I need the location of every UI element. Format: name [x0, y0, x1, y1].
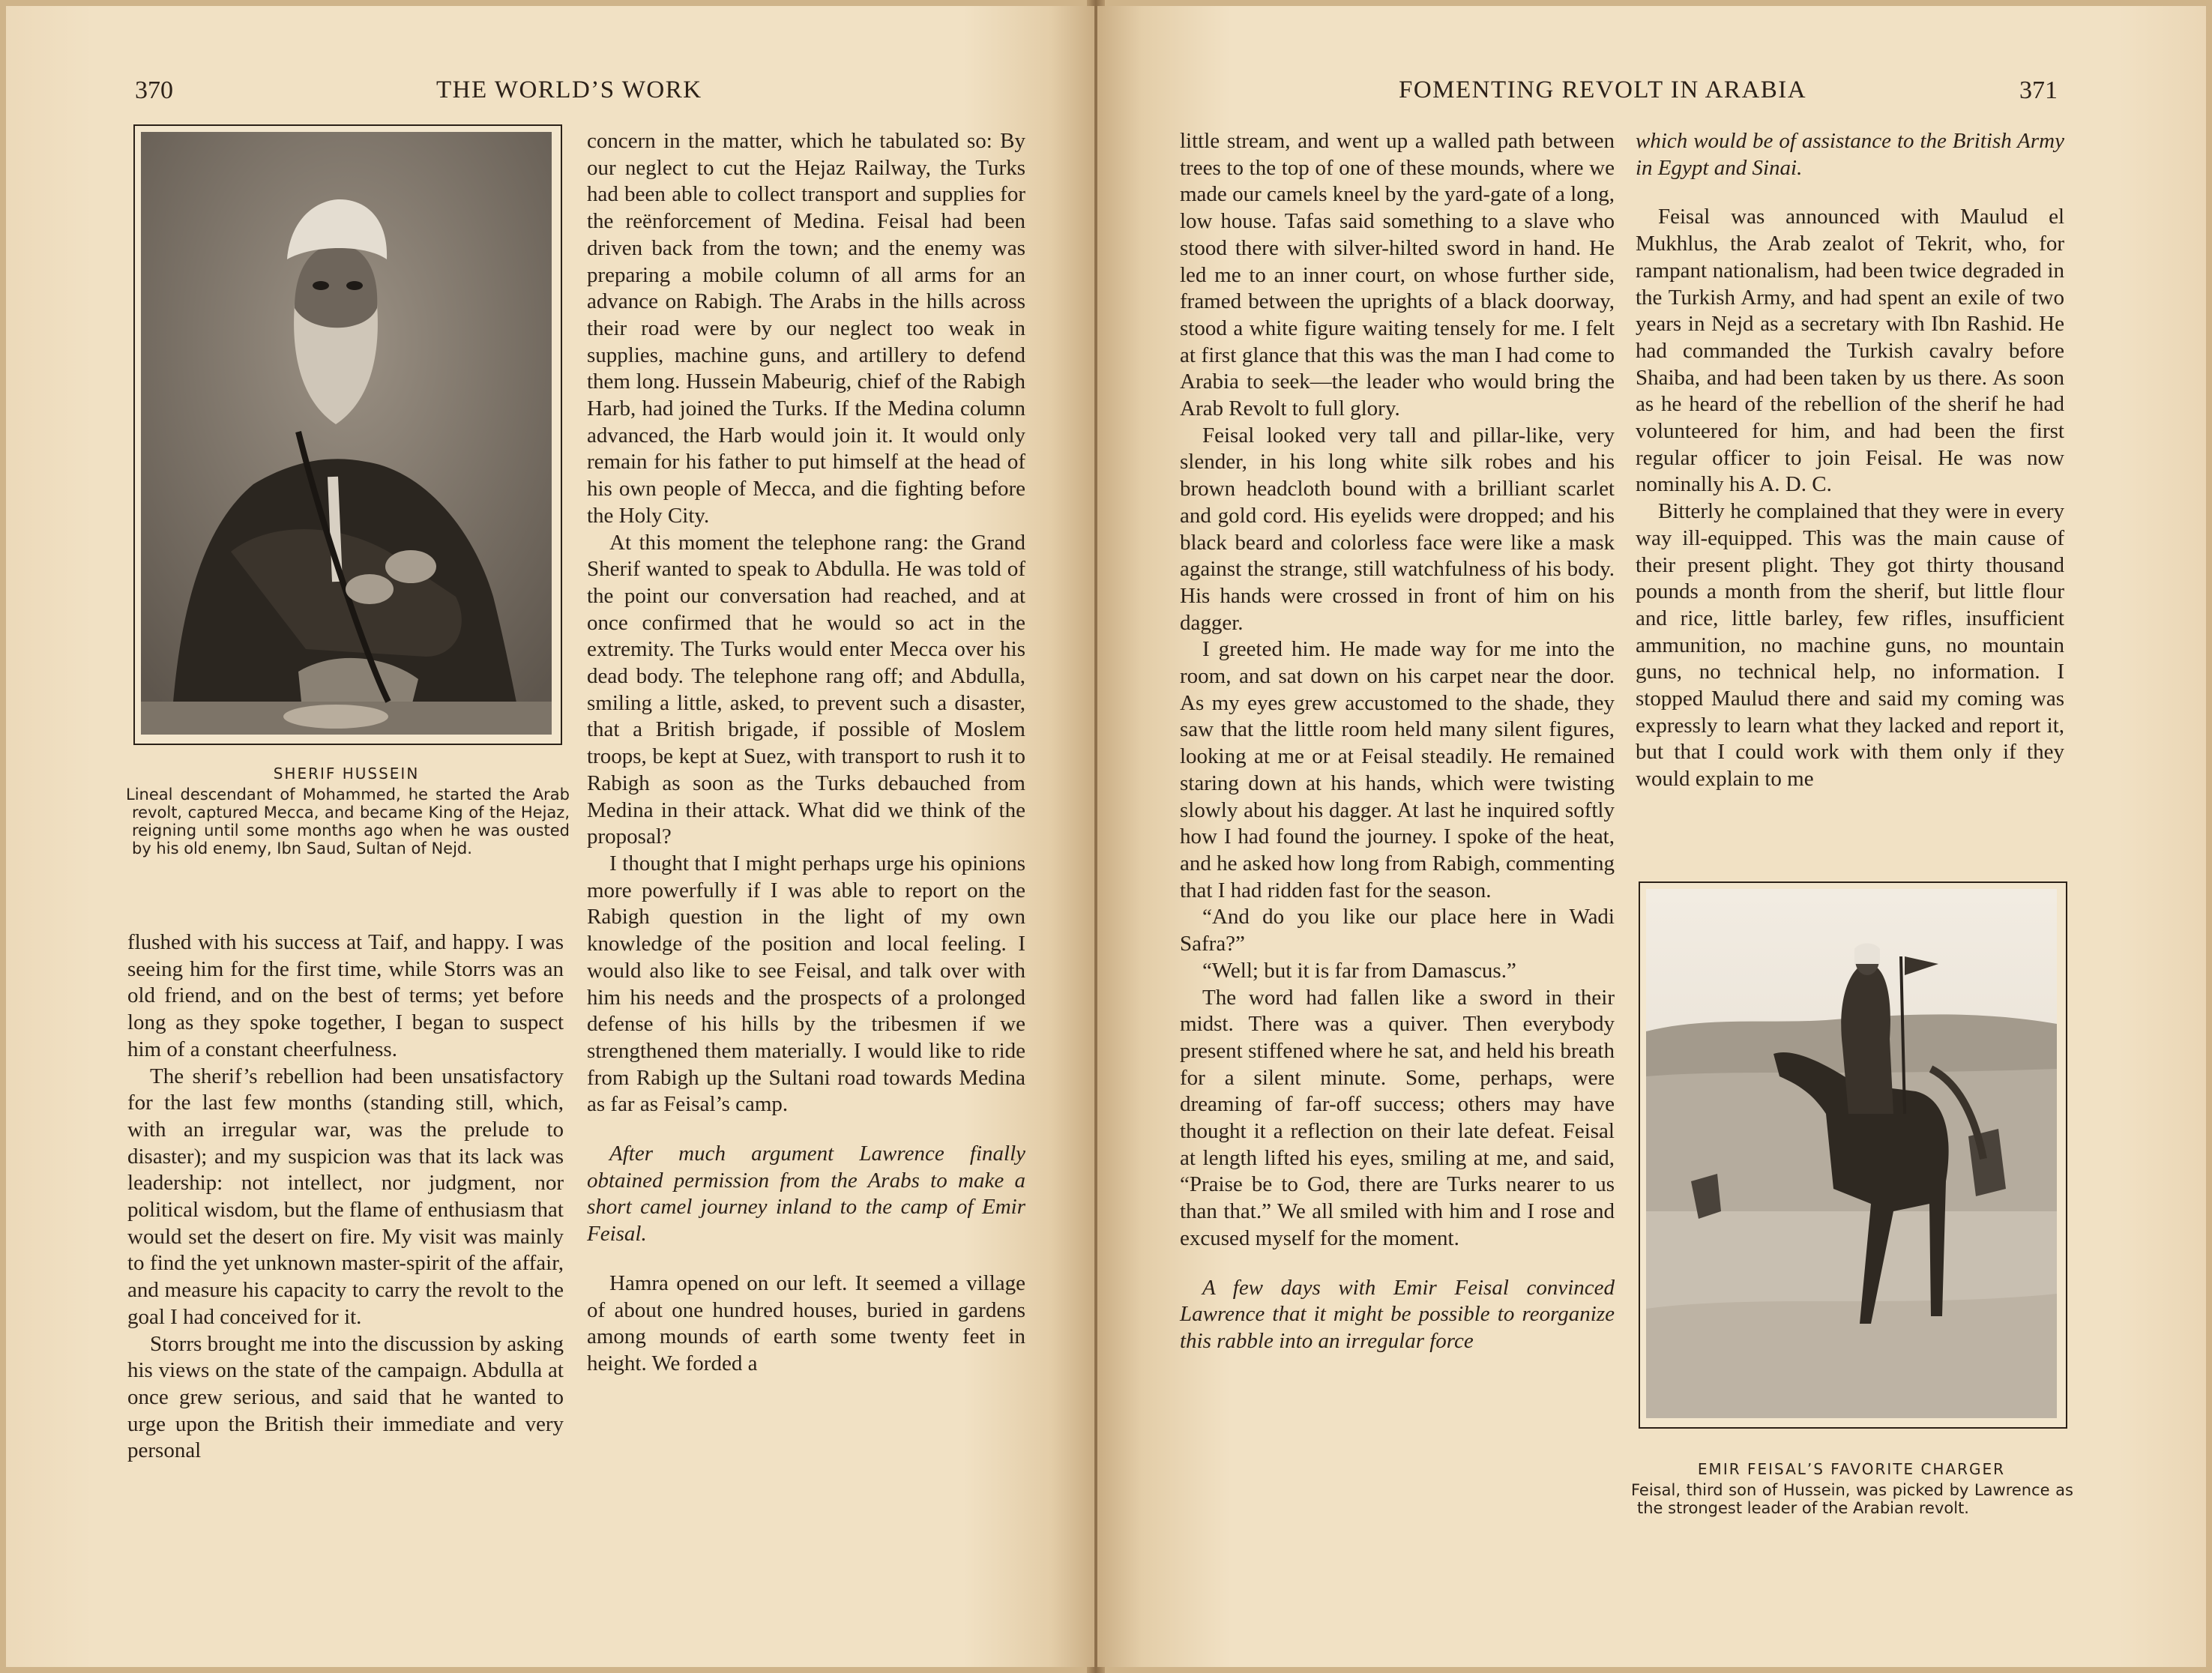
- editorial-note: After much argument Lawrence finally obtained permission from the Arabs to make a short camel journey inland to the camp of Emir Feisal.: [587, 1142, 1025, 1247]
- charger-image: [1646, 889, 2060, 1421]
- column-1: [127, 929, 564, 1465]
- paragraph: I thought that I might perhaps urge his opinions more powerfully if I was able to report on the Rabigh question in the light of my own knowledge of the position and local feeling. I would also like to see Feisal, and talk over with him his needs and the prospects of a prolonged defense of his hills by the tribesmen if we strengthened them materially. I would like to ride from Rabigh up the Sultani road towards Medina as far as Feisal’s camp.: [587, 851, 1025, 1117]
- column-2: [587, 128, 1025, 1378]
- photo-caption-title: SHERIF HUSSEIN: [273, 765, 420, 783]
- paragraph: At this moment the telephone rang: the Grand Sherif wanted to speak to Abdulla. He was told of the point our conversation had reached, and at once confirmed that he would so act in the extremity. The Turks would enter Mecca over his dead body. The telephone rang off; and Abdulla, smiling a little, asked, to prevent such a disaster, that a British brigade, if possible of Moslem troops, be kept at Suez, with transport to rush it to Rabigh as soon as the Turks debauched from Medina in their attack. What did we think of the proposal?: [587, 530, 1025, 849]
- photo-caption-title: EMIR FEISAL’S FAVORITE CHARGER: [1697, 1460, 2006, 1478]
- paragraph: flushed with his success at Taif, and happy. I was seeing him for the first time, while Storrs was an old friend, and on the best of terms; yet before long as they spoke together, I began to suspect him of a constant cheerfulness.: [127, 930, 564, 1061]
- photo-caption-body: Feisal, third son of Hussein, was picked by Lawrence as the strongest leader of the Arabian revolt.: [1631, 1481, 2073, 1517]
- editorial-note: A few days with Emir Feisal convinced Lawrence that it might be possible to reorganize this rabble into an irregular force: [1180, 1275, 1615, 1353]
- paragraph: Feisal was announced with Maulud el Mukhlus, the Arab zealot of Tekrit, who, for rampant nationalism, had been twice degraded in the Turkish Army, and had spent an exile of two years in Nejd as a secretary with Ibn Rashid. He had commanded the Turkish cavalry before Shaiba, and had been taken by us there. As soon as he heard of the rebellion of the sherif he had volunteered for him, and had been the first regular officer to join Feisal. He was now nominally his A. D. C.: [1636, 205, 2064, 497]
- column-3: [1180, 128, 1615, 1378]
- running-head: THE WORLD’S WORK: [436, 76, 702, 103]
- page-number: 370: [135, 76, 173, 104]
- paragraph: little stream, and went up a walled path between trees to the top of one of these mounds, where we made our camels kneel by the yard-gate of a long, low house. Tafas said something to a slave who stood there with silver-hilted sword in hand. He led me to an inner court, on whose further side, framed between the uprights of a black doorway, stood a white figure waiting tensely for me. I felt at first glance that this was the man I had come to Arabia to seek—the leader who would bring the Arab Revolt to full glory.: [1180, 129, 1615, 421]
- running-head: FOMENTING REVOLT IN ARABIA: [1399, 76, 1807, 103]
- column-4: [1636, 128, 2064, 793]
- photo-sherif-hussein: [133, 124, 562, 745]
- portrait-image: [141, 132, 555, 738]
- paragraph: I greeted him. He made way for me into the room, and sat down on his carpet near the door. As my eyes grew accustomed to the shade, they saw that the little room held many silent figures, looking at me or at Feisal steadily. He remained staring down at his hands, which were twisting slowly about his dagger. At last he inquired softly how I had found the journey. I spoke of the heat, and he asked how long from Rabigh, commenting that I had ridden fast for the season.: [1180, 637, 1615, 902]
- paragraph: Bitterly he complained that they were in every way ill-equipped. This was the main cause of their present plight. They got thirty thousand pounds a month from the sherif, but little flour and rice, little barley, few rifles, insufficient ammunition, no machine guns, no mountain guns, no technical help, no information. I stopped Maulud there and said my coming was expressly to learn what they lacked and report it, but that I could work with them only if they would explain to me: [1636, 499, 2064, 792]
- photo-feisal-charger: [1639, 881, 2067, 1429]
- editorial-note: which would be of assistance to the British Army in Egypt and Sinai.: [1636, 129, 2064, 180]
- right-page: [1097, 6, 2206, 1667]
- photo-caption-body: Lineal descendant of Mohammed, he started the Arab revolt, captured Mecca, and became King of the Hejaz, reigning until some months ago when he was ousted by his old enemy, Ibn Saud, Sultan of Nejd.: [126, 786, 570, 857]
- left-page: [6, 6, 1094, 1667]
- paragraph: The word had fallen like a sword in their midst. There was a quiver. Then everybody present stiffened where he sat, and held his breath for a silent minute. Some, perhaps, were dreaming of far-off success; others may have thought it a reflection on their late defeat. Feisal at length lifted his eyes, smiling at me, and said, “Praise be to God, there are Turks nearer to us than that.” We all smiled with him and I rose and excused myself for the moment.: [1180, 985, 1615, 1250]
- paragraph: The sherif’s rebellion had been unsatisfactory for the last few months (standing still, which, with an irregular war, was the prelude to disaster); and my suspicion was that its lack was leadership: not intellect, nor judgment, nor political wisdom, but the flame of enthusiasm that would set the desert on fire. My visit was mainly to find the yet unknown master-spirit of the affair, and measure his capacity to carry the revolt to the goal I had conceived for it.: [127, 1064, 564, 1329]
- paragraph: “Well; but it is far from Damascus.”: [1202, 958, 1516, 983]
- paragraph: Feisal looked very tall and pillar-like, very slender, in his long white silk robes and his brown headcloth bound with a brilliant scarlet and gold cord. His eyelids were dropped; and his black beard and colorless face were like a mask against the strange, still watchfulness of his body. His hands were crossed in front of him on his dagger.: [1180, 423, 1615, 635]
- paragraph: “And do you like our place here in Wadi Safra?”: [1180, 905, 1615, 956]
- paragraph: concern in the matter, which he tabulated so: By our neglect to cut the Hejaz Railway, the Turks had been able to collect transport and supplies for the reënforcement of Medina. Feisal had been driven back from the town; and the enemy was preparing a mobile column of all arms for an advance on Rabigh. The Arabs in the hills across their road were by our neglect too weak in supplies, machine guns, and artillery to defend them long. Hussein Mabeurig, chief of the Rabigh Harb, had joined the Turks. If the Medina column advanced, the Harb would join it. It would only remain for his father to put himself at the head of his own people of Mecca, and die fighting before the Holy City.: [587, 129, 1025, 528]
- page-number: 371: [2019, 76, 2058, 104]
- paragraph: Hamra opened on our left. It seemed a village of about one hundred houses, buried in gardens among mounds of earth some twenty feet in height. We forded a: [587, 1270, 1025, 1375]
- paragraph: Storrs brought me into the discussion by asking his views on the state of the campaign. Abdulla at once grew serious, and said that he wanted to urge upon the British their immediate and very personal: [127, 1331, 564, 1463]
